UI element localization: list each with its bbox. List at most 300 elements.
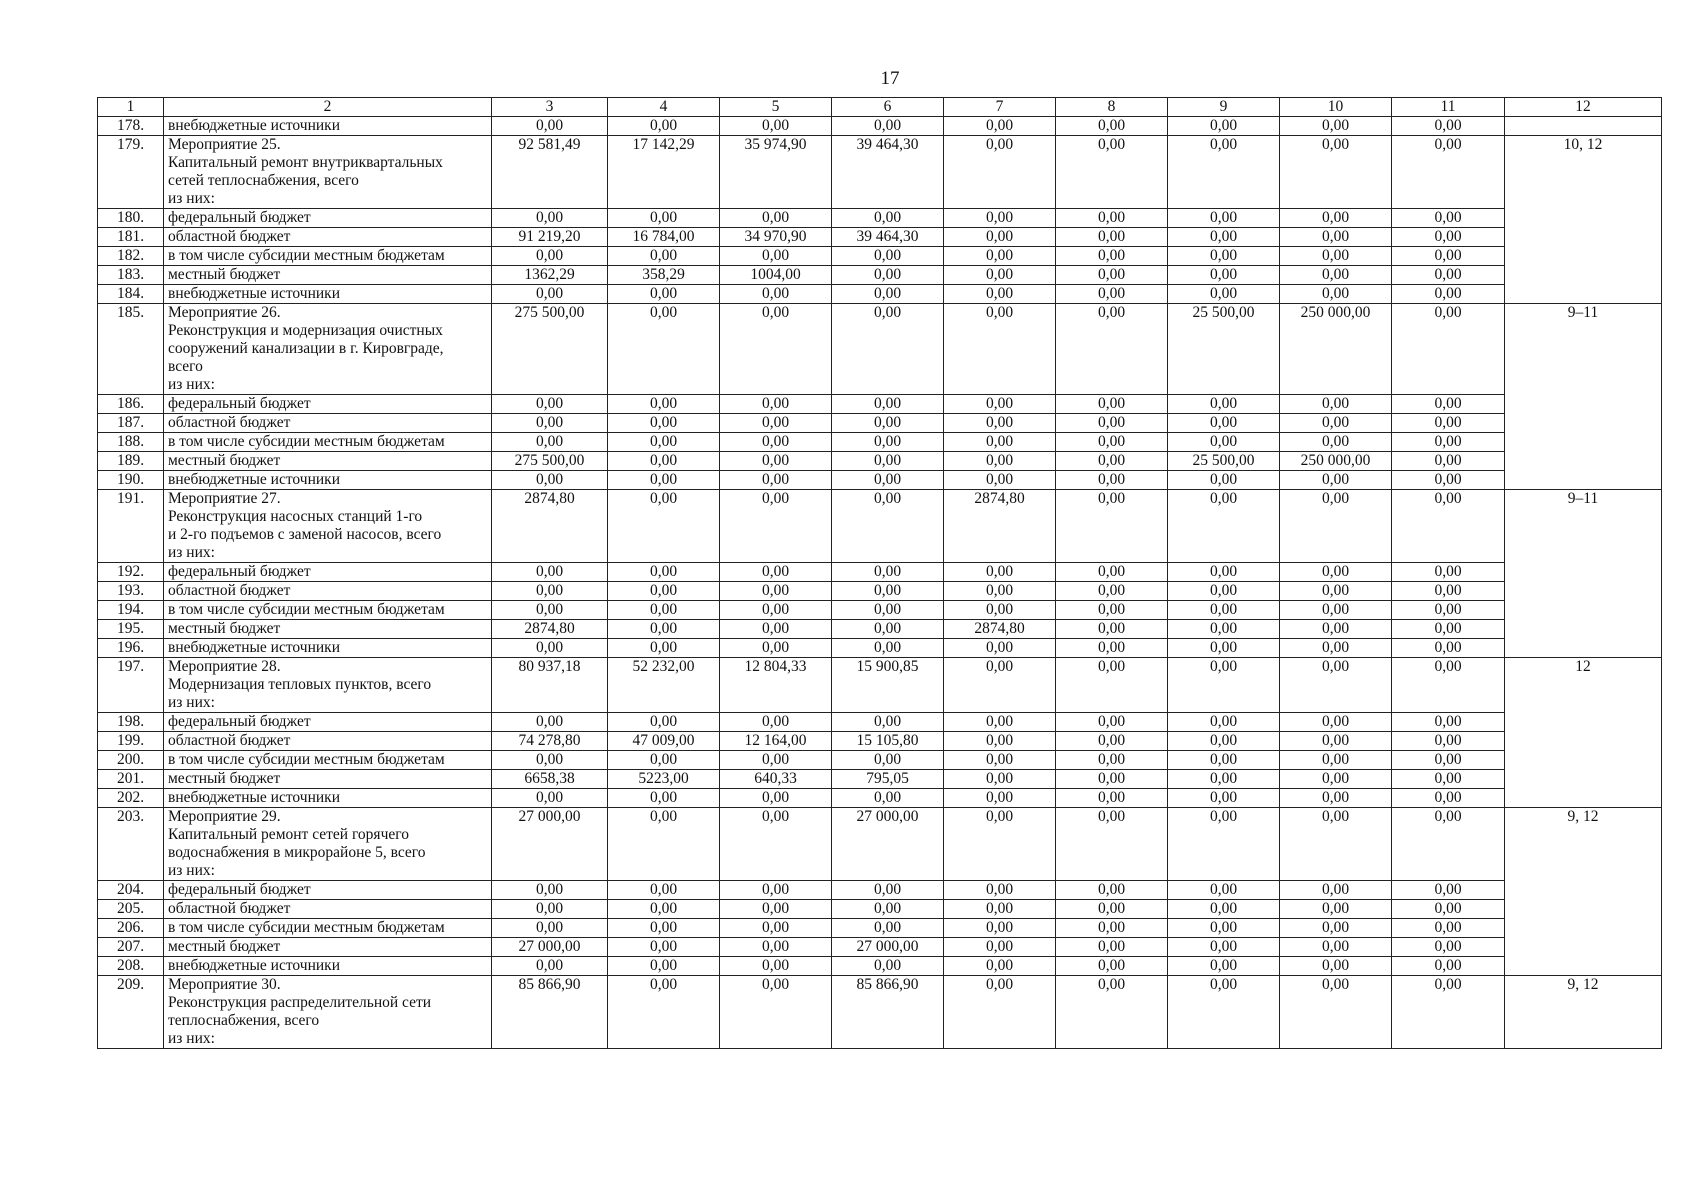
value-cell: 0,00 [1056, 900, 1168, 919]
value-cell: 27 000,00 [492, 808, 608, 881]
table-row [98, 228, 1662, 247]
row-name-line: федеральный бюджет [168, 209, 311, 226]
table-row [98, 136, 1662, 209]
table-row [98, 900, 1662, 919]
column-number-row [98, 98, 1662, 117]
value-cell: 0,00 [1056, 452, 1168, 471]
value-cell: 0,00 [944, 789, 1056, 808]
row-name-line: теплоснабжения, всего [168, 1012, 320, 1029]
value-cell: 0,00 [608, 900, 720, 919]
value-cell: 0,00 [944, 433, 1056, 452]
value-cell: 0,00 [492, 900, 608, 919]
value-cell: 0,00 [944, 881, 1056, 900]
value-cell: 0,00 [944, 395, 1056, 414]
value-cell: 34 970,90 [720, 228, 832, 247]
value-cell: 0,00 [492, 713, 608, 732]
table-row [98, 563, 1662, 582]
value-cell: 0,00 [832, 751, 944, 770]
row-number: 184. [98, 285, 164, 304]
row-number: 195. [98, 620, 164, 639]
value-cell: 2874,80 [944, 620, 1056, 639]
value-cell: 0,00 [1168, 881, 1280, 900]
row-name-line: областной бюджет [168, 900, 291, 917]
value-cell: 0,00 [1168, 789, 1280, 808]
column-header: 4 [608, 98, 720, 117]
value-cell: 0,00 [832, 433, 944, 452]
value-cell: 0,00 [608, 304, 720, 395]
value-cell: 2874,80 [492, 620, 608, 639]
table-row [98, 732, 1662, 751]
row-number: 180. [98, 209, 164, 228]
value-cell: 0,00 [1392, 751, 1505, 770]
row-name [164, 136, 492, 209]
page-number: 17 [880, 68, 900, 89]
value-cell: 0,00 [1168, 639, 1280, 658]
value-cell: 0,00 [1168, 247, 1280, 266]
value-cell: 0,00 [1280, 395, 1392, 414]
row-name [164, 601, 492, 620]
row-number: 191. [98, 490, 164, 563]
row-name [164, 713, 492, 732]
table-row [98, 582, 1662, 601]
value-cell: 0,00 [944, 582, 1056, 601]
value-cell: 15 105,80 [832, 732, 944, 751]
row-name-line: Мероприятие 29. [168, 808, 281, 825]
value-cell: 0,00 [1056, 732, 1168, 751]
value-cell: 0,00 [832, 247, 944, 266]
table-row [98, 247, 1662, 266]
value-cell: 0,00 [1280, 136, 1392, 209]
row-name-line: внебюджетные источники [168, 789, 340, 806]
value-cell: 275 500,00 [492, 304, 608, 395]
value-cell: 0,00 [608, 881, 720, 900]
value-cell: 0,00 [1280, 639, 1392, 658]
row-number: 187. [98, 414, 164, 433]
value-cell: 0,00 [1056, 414, 1168, 433]
value-cell: 85 866,90 [832, 976, 944, 1049]
value-cell: 0,00 [1168, 900, 1280, 919]
value-cell: 640,33 [720, 770, 832, 789]
value-cell: 0,00 [944, 471, 1056, 490]
row-name [164, 957, 492, 976]
row-name [164, 881, 492, 900]
value-cell: 0,00 [492, 881, 608, 900]
row-name-line: областной бюджет [168, 732, 291, 749]
target-indicators-cell: 9, 12 [1505, 976, 1662, 1049]
column-header: 9 [1168, 98, 1280, 117]
value-cell: 0,00 [1168, 117, 1280, 136]
value-cell: 0,00 [608, 209, 720, 228]
row-name [164, 209, 492, 228]
value-cell: 0,00 [720, 395, 832, 414]
value-cell: 0,00 [720, 490, 832, 563]
value-cell: 0,00 [832, 713, 944, 732]
value-cell: 0,00 [492, 563, 608, 582]
row-name-line: Капитальный ремонт внутриквартальных [168, 154, 443, 171]
row-name [164, 751, 492, 770]
value-cell: 0,00 [492, 957, 608, 976]
row-name [164, 471, 492, 490]
table-row [98, 957, 1662, 976]
value-cell: 2874,80 [492, 490, 608, 563]
value-cell: 0,00 [1056, 976, 1168, 1049]
row-name [164, 247, 492, 266]
value-cell: 0,00 [832, 471, 944, 490]
row-name [164, 228, 492, 247]
value-cell: 0,00 [832, 266, 944, 285]
row-number: 198. [98, 713, 164, 732]
value-cell: 0,00 [1168, 620, 1280, 639]
value-cell: 0,00 [1392, 919, 1505, 938]
value-cell: 0,00 [608, 471, 720, 490]
value-cell: 0,00 [492, 395, 608, 414]
row-name-line: местный бюджет [168, 770, 281, 787]
value-cell: 0,00 [832, 452, 944, 471]
row-name [164, 789, 492, 808]
row-name-line: местный бюджет [168, 620, 281, 637]
value-cell: 0,00 [944, 732, 1056, 751]
row-number: 183. [98, 266, 164, 285]
value-cell: 0,00 [1056, 639, 1168, 658]
value-cell: 0,00 [720, 620, 832, 639]
value-cell: 0,00 [1056, 285, 1168, 304]
value-cell: 0,00 [492, 117, 608, 136]
value-cell: 0,00 [608, 639, 720, 658]
value-cell: 2874,80 [944, 490, 1056, 563]
value-cell: 16 784,00 [608, 228, 720, 247]
value-cell: 0,00 [1280, 658, 1392, 713]
value-cell: 0,00 [1280, 247, 1392, 266]
row-name-line: местный бюджет [168, 266, 281, 283]
value-cell: 0,00 [1168, 433, 1280, 452]
table-row [98, 471, 1662, 490]
value-cell: 0,00 [720, 751, 832, 770]
value-cell: 0,00 [1280, 881, 1392, 900]
value-cell: 85 866,90 [492, 976, 608, 1049]
value-cell: 0,00 [1392, 582, 1505, 601]
value-cell: 0,00 [1056, 433, 1168, 452]
column-header: 10 [1280, 98, 1392, 117]
value-cell: 0,00 [1280, 490, 1392, 563]
table-row [98, 751, 1662, 770]
value-cell: 0,00 [1056, 713, 1168, 732]
value-cell: 0,00 [492, 471, 608, 490]
row-number: 206. [98, 919, 164, 938]
row-name-line: из них: [168, 694, 215, 711]
row-name-line: федеральный бюджет [168, 395, 311, 412]
value-cell: 0,00 [1392, 770, 1505, 789]
value-cell: 0,00 [1056, 490, 1168, 563]
value-cell: 0,00 [720, 919, 832, 938]
value-cell: 0,00 [1392, 658, 1505, 713]
value-cell: 0,00 [608, 117, 720, 136]
row-number: 189. [98, 452, 164, 471]
value-cell: 0,00 [1056, 957, 1168, 976]
row-name [164, 266, 492, 285]
value-cell: 39 464,30 [832, 136, 944, 209]
value-cell: 12 164,00 [720, 732, 832, 751]
value-cell: 0,00 [492, 209, 608, 228]
value-cell: 0,00 [944, 919, 1056, 938]
value-cell: 0,00 [1056, 789, 1168, 808]
value-cell: 0,00 [1392, 620, 1505, 639]
row-name-line: водоснабжения в микрорайоне 5, всего [168, 844, 426, 861]
row-name-line: в том числе субсидии местным бюджетам [168, 601, 445, 618]
value-cell: 0,00 [1056, 209, 1168, 228]
row-name-line: федеральный бюджет [168, 563, 311, 580]
value-cell: 0,00 [944, 563, 1056, 582]
table-row [98, 808, 1662, 881]
value-cell: 0,00 [608, 713, 720, 732]
column-header: 1 [98, 98, 164, 117]
value-cell: 0,00 [1280, 770, 1392, 789]
table-row [98, 976, 1662, 1049]
value-cell: 0,00 [1056, 563, 1168, 582]
row-name [164, 639, 492, 658]
value-cell: 0,00 [1168, 285, 1280, 304]
value-cell: 0,00 [1056, 471, 1168, 490]
value-cell: 0,00 [720, 247, 832, 266]
row-name-line: Мероприятие 30. [168, 976, 281, 993]
column-header: 2 [164, 98, 492, 117]
row-name [164, 938, 492, 957]
value-cell: 0,00 [944, 117, 1056, 136]
value-cell: 0,00 [720, 789, 832, 808]
row-number: 190. [98, 471, 164, 490]
value-cell: 0,00 [1280, 117, 1392, 136]
column-header: 12 [1505, 98, 1662, 117]
value-cell: 0,00 [944, 601, 1056, 620]
row-number: 208. [98, 957, 164, 976]
value-cell: 17 142,29 [608, 136, 720, 209]
value-cell: 0,00 [1280, 620, 1392, 639]
row-number: 197. [98, 658, 164, 713]
value-cell: 0,00 [608, 976, 720, 1049]
row-number: 179. [98, 136, 164, 209]
row-number: 209. [98, 976, 164, 1049]
value-cell: 0,00 [608, 395, 720, 414]
column-header: 8 [1056, 98, 1168, 117]
value-cell: 0,00 [492, 285, 608, 304]
row-name-line: внебюджетные источники [168, 285, 340, 302]
value-cell: 0,00 [720, 938, 832, 957]
value-cell: 0,00 [608, 247, 720, 266]
value-cell: 0,00 [944, 304, 1056, 395]
value-cell: 0,00 [720, 414, 832, 433]
table-row [98, 919, 1662, 938]
row-name-line: в том числе субсидии местным бюджетам [168, 247, 445, 264]
row-name-line: из них: [168, 376, 215, 393]
value-cell: 0,00 [608, 938, 720, 957]
table-row [98, 938, 1662, 957]
row-number: 203. [98, 808, 164, 881]
target-indicators-cell: 10, 12 [1505, 136, 1662, 304]
value-cell: 0,00 [1280, 751, 1392, 770]
table-row [98, 452, 1662, 471]
row-name-line: Реконструкция распределительной сети [168, 994, 432, 1011]
value-cell: 0,00 [944, 414, 1056, 433]
value-cell: 0,00 [1392, 563, 1505, 582]
row-name-line: областной бюджет [168, 414, 291, 431]
value-cell: 0,00 [608, 433, 720, 452]
row-name-line: внебюджетные источники [168, 117, 340, 134]
value-cell: 0,00 [1392, 247, 1505, 266]
row-name [164, 770, 492, 789]
value-cell: 80 937,18 [492, 658, 608, 713]
value-cell: 0,00 [1280, 713, 1392, 732]
value-cell: 0,00 [1056, 751, 1168, 770]
target-indicators-cell: 9–11 [1505, 304, 1662, 490]
value-cell: 0,00 [1392, 304, 1505, 395]
value-cell: 0,00 [720, 881, 832, 900]
value-cell: 0,00 [944, 900, 1056, 919]
value-cell: 0,00 [608, 808, 720, 881]
value-cell: 0,00 [608, 601, 720, 620]
row-number: 188. [98, 433, 164, 452]
value-cell: 27 000,00 [832, 938, 944, 957]
table-row [98, 620, 1662, 639]
value-cell: 0,00 [720, 117, 832, 136]
value-cell: 0,00 [944, 770, 1056, 789]
value-cell: 0,00 [832, 209, 944, 228]
row-name [164, 433, 492, 452]
value-cell: 0,00 [1056, 919, 1168, 938]
value-cell: 0,00 [832, 881, 944, 900]
value-cell: 0,00 [832, 789, 944, 808]
value-cell: 0,00 [1168, 713, 1280, 732]
row-number: 201. [98, 770, 164, 789]
value-cell: 25 500,00 [1168, 452, 1280, 471]
value-cell: 795,05 [832, 770, 944, 789]
value-cell: 0,00 [1168, 209, 1280, 228]
target-indicators-cell: 9–11 [1505, 490, 1662, 658]
value-cell: 1004,00 [720, 266, 832, 285]
row-name-line: в том числе субсидии местным бюджетам [168, 919, 445, 936]
table-row [98, 639, 1662, 658]
value-cell: 0,00 [492, 433, 608, 452]
value-cell: 0,00 [608, 620, 720, 639]
value-cell: 0,00 [720, 957, 832, 976]
value-cell: 0,00 [1168, 808, 1280, 881]
row-name-line: Мероприятие 25. [168, 136, 281, 153]
row-name [164, 658, 492, 713]
value-cell: 0,00 [1056, 582, 1168, 601]
value-cell: 52 232,00 [608, 658, 720, 713]
value-cell: 0,00 [832, 563, 944, 582]
value-cell: 0,00 [1392, 395, 1505, 414]
value-cell: 0,00 [1056, 395, 1168, 414]
value-cell: 0,00 [1168, 582, 1280, 601]
value-cell: 0,00 [944, 976, 1056, 1049]
value-cell: 0,00 [832, 900, 944, 919]
value-cell: 15 900,85 [832, 658, 944, 713]
value-cell: 0,00 [492, 919, 608, 938]
table-row [98, 713, 1662, 732]
value-cell: 0,00 [720, 639, 832, 658]
value-cell: 0,00 [1168, 563, 1280, 582]
row-name [164, 732, 492, 751]
table-row [98, 770, 1662, 789]
row-number: 207. [98, 938, 164, 957]
value-cell: 0,00 [492, 751, 608, 770]
program-table [97, 97, 1662, 1049]
table-row [98, 209, 1662, 228]
table-row [98, 881, 1662, 900]
value-cell: 0,00 [608, 490, 720, 563]
value-cell: 0,00 [720, 285, 832, 304]
value-cell: 0,00 [1392, 452, 1505, 471]
value-cell: 0,00 [832, 304, 944, 395]
value-cell: 0,00 [1168, 919, 1280, 938]
value-cell: 0,00 [1168, 957, 1280, 976]
row-name-line: в том числе субсидии местным бюджетам [168, 433, 445, 450]
value-cell: 0,00 [1392, 601, 1505, 620]
value-cell: 0,00 [1168, 658, 1280, 713]
value-cell: 0,00 [1392, 938, 1505, 957]
value-cell: 0,00 [720, 900, 832, 919]
row-name-line: Реконструкция насосных станций 1-го [168, 508, 423, 525]
table-row [98, 285, 1662, 304]
value-cell: 91 219,20 [492, 228, 608, 247]
value-cell: 0,00 [944, 136, 1056, 209]
value-cell: 0,00 [1168, 751, 1280, 770]
value-cell: 0,00 [1056, 770, 1168, 789]
row-name-line: областной бюджет [168, 228, 291, 245]
table-row [98, 658, 1662, 713]
value-cell: 0,00 [1392, 433, 1505, 452]
value-cell: 0,00 [720, 563, 832, 582]
value-cell: 25 500,00 [1168, 304, 1280, 395]
value-cell: 0,00 [832, 601, 944, 620]
value-cell: 0,00 [720, 713, 832, 732]
row-name-line: Модернизация тепловых пунктов, всего [168, 676, 432, 693]
value-cell: 0,00 [1392, 228, 1505, 247]
row-name-line: и 2-го подъемов с заменой насосов, всего [168, 526, 442, 543]
value-cell: 0,00 [944, 266, 1056, 285]
value-cell: 0,00 [608, 563, 720, 582]
value-cell: 250 000,00 [1280, 304, 1392, 395]
value-cell: 0,00 [608, 414, 720, 433]
row-name [164, 117, 492, 136]
value-cell: 0,00 [608, 919, 720, 938]
value-cell: 0,00 [1280, 976, 1392, 1049]
value-cell: 0,00 [1056, 304, 1168, 395]
value-cell: 0,00 [1392, 209, 1505, 228]
value-cell: 0,00 [1056, 938, 1168, 957]
value-cell: 0,00 [1168, 601, 1280, 620]
row-number: 200. [98, 751, 164, 770]
value-cell: 0,00 [1056, 117, 1168, 136]
value-cell: 0,00 [720, 976, 832, 1049]
value-cell: 358,29 [608, 266, 720, 285]
table-row [98, 490, 1662, 563]
value-cell: 0,00 [1392, 900, 1505, 919]
value-cell: 0,00 [720, 433, 832, 452]
value-cell: 0,00 [832, 414, 944, 433]
row-name-line: внебюджетные источники [168, 957, 340, 974]
value-cell: 0,00 [1280, 919, 1392, 938]
value-cell: 6658,38 [492, 770, 608, 789]
row-name-line: федеральный бюджет [168, 881, 311, 898]
value-cell: 0,00 [720, 452, 832, 471]
value-cell: 0,00 [1168, 414, 1280, 433]
value-cell: 1362,29 [492, 266, 608, 285]
value-cell: 0,00 [1280, 808, 1392, 881]
value-cell: 0,00 [832, 639, 944, 658]
value-cell: 0,00 [1392, 713, 1505, 732]
value-cell: 0,00 [492, 789, 608, 808]
row-number: 193. [98, 582, 164, 601]
